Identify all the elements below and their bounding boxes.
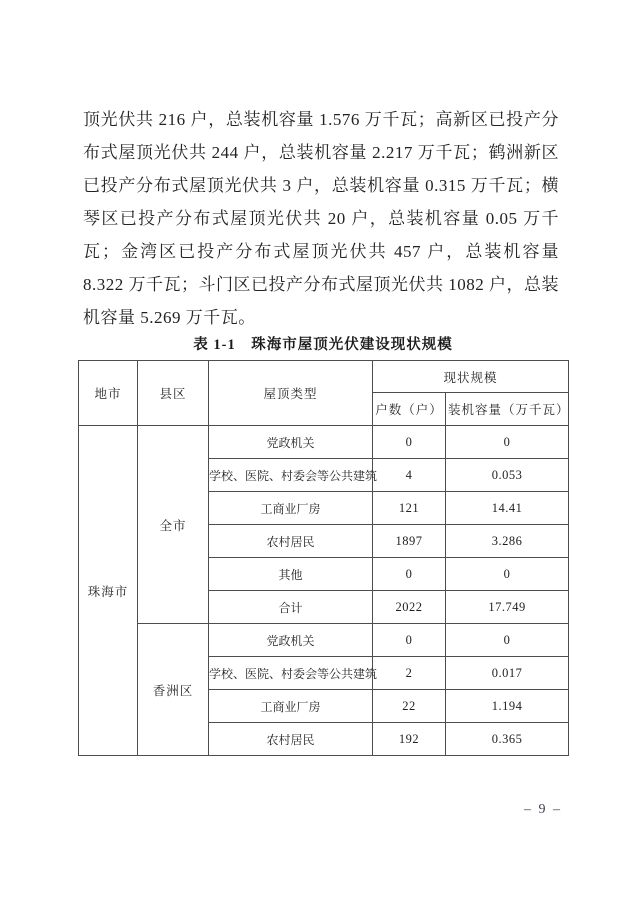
table-title: 表 1-1 珠海市屋顶光伏建设现状规模 [193, 337, 453, 353]
roof-type-cell: 党政机关 [209, 624, 373, 657]
roof-type-cell: 工商业厂房 [209, 690, 373, 723]
households-cell: 0 [373, 426, 446, 459]
roof-type-cell: 农村居民 [209, 723, 373, 756]
header-roof-type: 屋顶类型 [209, 361, 373, 426]
header-row-1 [79, 361, 569, 393]
capacity-cell: 14.41 [446, 492, 569, 525]
capacity-cell: 0 [446, 558, 569, 591]
table-row [79, 426, 569, 459]
capacity-cell: 0.365 [446, 723, 569, 756]
page-number: – 9 – [524, 802, 562, 817]
capacity-cell: 0 [446, 426, 569, 459]
district-cell: 香洲区 [138, 624, 209, 756]
capacity-cell: 17.749 [446, 591, 569, 624]
households-cell: 4 [373, 459, 446, 492]
header-households: 户数（户） [373, 393, 446, 426]
households-cell: 2022 [373, 591, 446, 624]
city-cell: 珠海市 [79, 426, 138, 756]
header-district: 县区 [138, 361, 209, 426]
households-cell: 22 [373, 690, 446, 723]
roof-type-cell: 农村居民 [209, 525, 373, 558]
roof-type-cell: 党政机关 [209, 426, 373, 459]
households-cell: 192 [373, 723, 446, 756]
table-body [79, 426, 569, 756]
header-capacity: 装机容量（万千瓦） [446, 393, 569, 426]
households-cell: 121 [373, 492, 446, 525]
table-header [79, 361, 569, 426]
roof-type-cell: 学校、医院、村委会等公共建筑 [209, 657, 373, 690]
pv-status-table [78, 360, 569, 756]
roof-type-cell: 合计 [209, 591, 373, 624]
capacity-cell: 0.017 [446, 657, 569, 690]
roof-type-cell: 其他 [209, 558, 373, 591]
roof-type-cell: 学校、医院、村委会等公共建筑 [209, 459, 373, 492]
households-cell: 0 [373, 624, 446, 657]
body-paragraph: 顶光伏共 216 户，总装机容量 1.576 万千瓦；高新区已投产分布式屋顶光伏共 244 户，总装机容量 2.217 万千瓦；鹤洲新区已投产分布式屋顶光伏共 3 户，总装机容量 0.315 万千瓦；横琴区已投产分布式屋顶光伏共 20 户，总装机容量 0.05 万千瓦；金湾区已投产分布式屋顶光伏共 457 户，总装机容量 8.322 万千瓦；斗门区已投产分布式屋顶光伏共 1082 户，总装机容量 5.269 万千瓦。 [83, 110, 559, 327]
households-cell: 2 [373, 657, 446, 690]
roof-type-cell: 工商业厂房 [209, 492, 373, 525]
table-row [79, 624, 569, 657]
header-scale-group: 现状规模 [373, 361, 569, 393]
capacity-cell: 1.194 [446, 690, 569, 723]
households-cell: 0 [373, 558, 446, 591]
district-cell: 全市 [138, 426, 209, 624]
capacity-cell: 0.053 [446, 459, 569, 492]
capacity-cell: 3.286 [446, 525, 569, 558]
capacity-cell: 0 [446, 624, 569, 657]
households-cell: 1897 [373, 525, 446, 558]
header-city: 地市 [79, 361, 138, 426]
